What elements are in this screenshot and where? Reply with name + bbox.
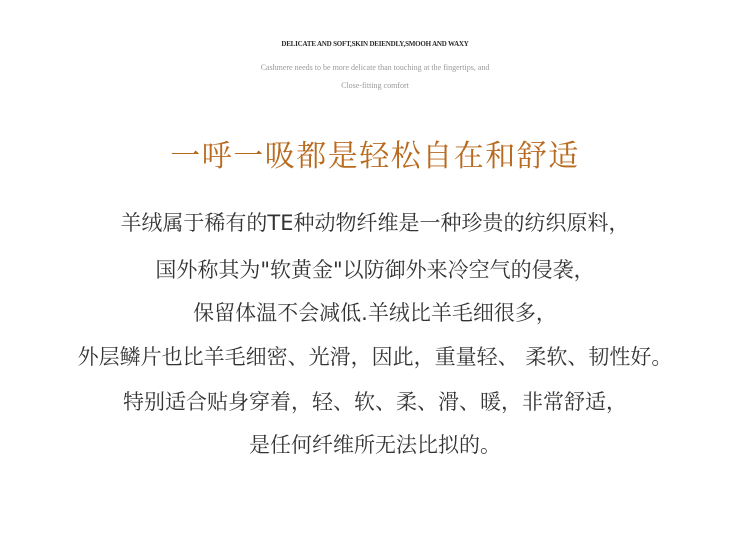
- body-text-line-6: 是任何纤维所无法比拟的。: [249, 433, 501, 457]
- body-text-line-2: 国外称其为"软黄金"以防御外来冷空气的侵袭，: [155, 258, 595, 282]
- body-text-line-5: 特别适合贴身穿着，轻、软、柔、滑、暖，非常舒适，: [123, 390, 627, 414]
- body-text-line-4: 外层鳞片也比羊毛细密、光滑，因此，重量轻、 柔软、韧性好。: [77, 345, 673, 369]
- body-text-line-3: 保留体温不会减低.羊绒比羊毛细很多，: [193, 301, 557, 325]
- english-subtext-line-2: Close-fitting comfort: [341, 81, 409, 90]
- body-text-line-1: 羊绒属于稀有的TE种动物纤维是一种珍贵的纺织原料，: [120, 211, 630, 235]
- section-headline: 一呼一吸都是轻松自在和舒适: [170, 139, 580, 174]
- english-subtext-line-1: Cashmere needs to be more delicate than touching at the fingertips, and: [260, 63, 490, 72]
- english-eyebrow-title: DELICATE AND SOFT,SKIN DEIENDLY,SMOOH AND WAXY: [281, 40, 469, 48]
